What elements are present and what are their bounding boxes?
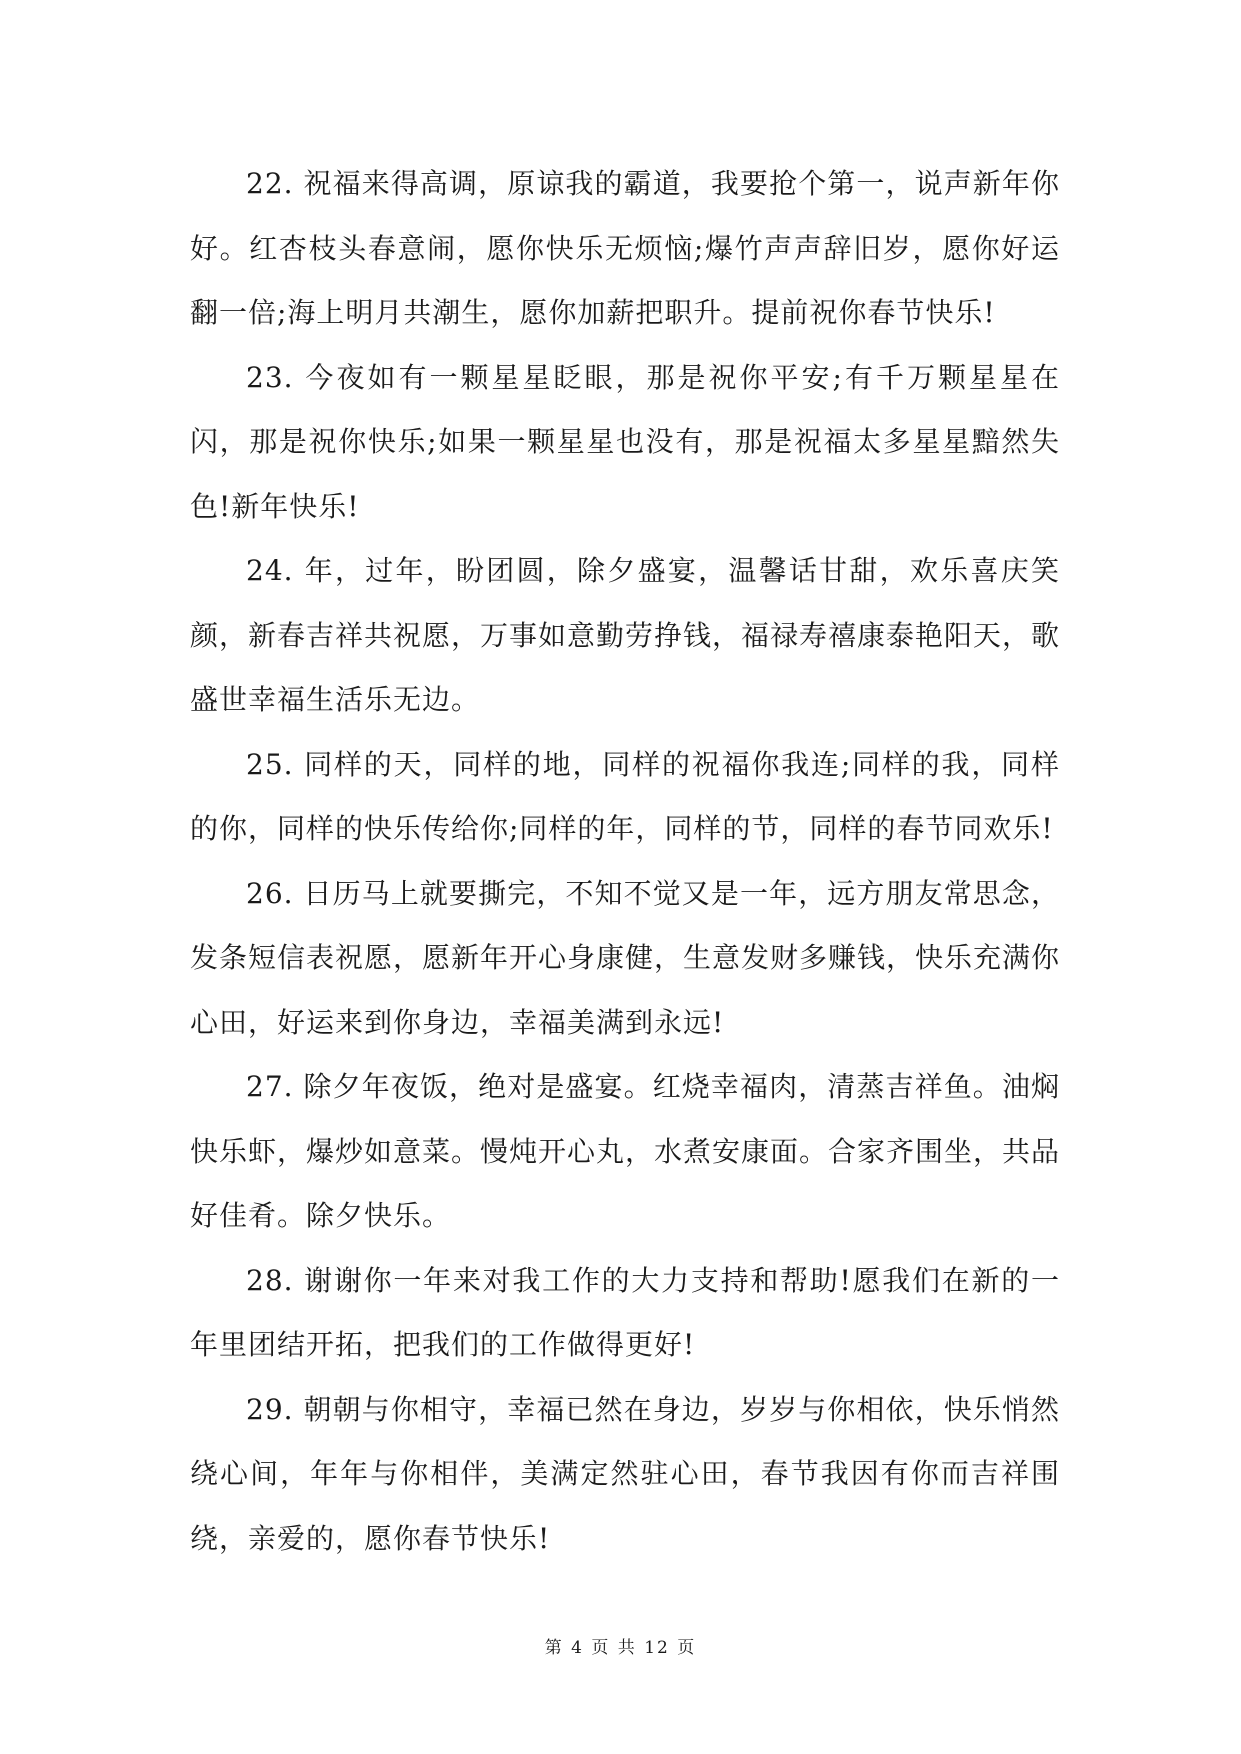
paragraph-26: 26. 日历马上就要撕完，不知不觉又是一年，远方朋友常思念，发条短信表祝愿，愿新年开心身康健，生意发财多赚钱，快乐充满你心田，好运来到你身边，幸福美满到永远! [190, 876, 1061, 1039]
page-number-footer: 第 4 页 共 12 页 [544, 1638, 697, 1658]
paragraph-22: 22. 祝福来得高调，原谅我的霸道，我要抢个第一，说声新年你好。红杏枝头春意闹，愿你快乐无烦恼;爆竹声声辞旧岁，愿你好运翻一倍;海上明月共潮生，愿你加薪把职升。提前祝你春节快乐! [190, 167, 1060, 329]
paragraph-28: 28. 谢谢你一年来对我工作的大力支持和帮助!愿我们在新的一年里团结开拓，把我们的工作做得更好! [190, 1263, 1060, 1361]
paragraph-24: 24. 年，过年，盼团圆，除夕盛宴，温馨话甘甜，欢乐喜庆笑颜，新春吉祥共祝愿，万事如意勤劳挣钱，福禄寿禧康泰艳阳天，歌盛世幸福生活乐无边。 [190, 554, 1061, 716]
paragraph-25: 25. 同样的天，同样的地，同样的祝福你我连;同样的我，同样的你，同样的快乐传给你;同样的年，同样的节，同样的春节同欢乐! [190, 747, 1060, 845]
paragraph-23: 23. 今夜如有一颗星星眨眼，那是祝你平安;有千万颗星星在闪，那是祝你快乐;如果一颗星星也没有，那是祝福太多星星黯然失色!新年快乐! [190, 360, 1060, 523]
paragraph-27: 27. 除夕年夜饭，绝对是盛宴。红烧幸福肉，清蒸吉祥鱼。油焖快乐虾，爆炒如意菜。慢炖开心丸，水煮安康面。合家齐围坐，共品好佳肴。除夕快乐。 [190, 1070, 1061, 1232]
paragraph-29: 29. 朝朝与你相守，幸福已然在身边，岁岁与你相依，快乐悄然绕心间，年年与你相伴，美满定然驻心田，春节我因有你而吉祥围绕，亲爱的，愿你春节快乐! [190, 1392, 1060, 1555]
document-body [190, 152, 1060, 1571]
